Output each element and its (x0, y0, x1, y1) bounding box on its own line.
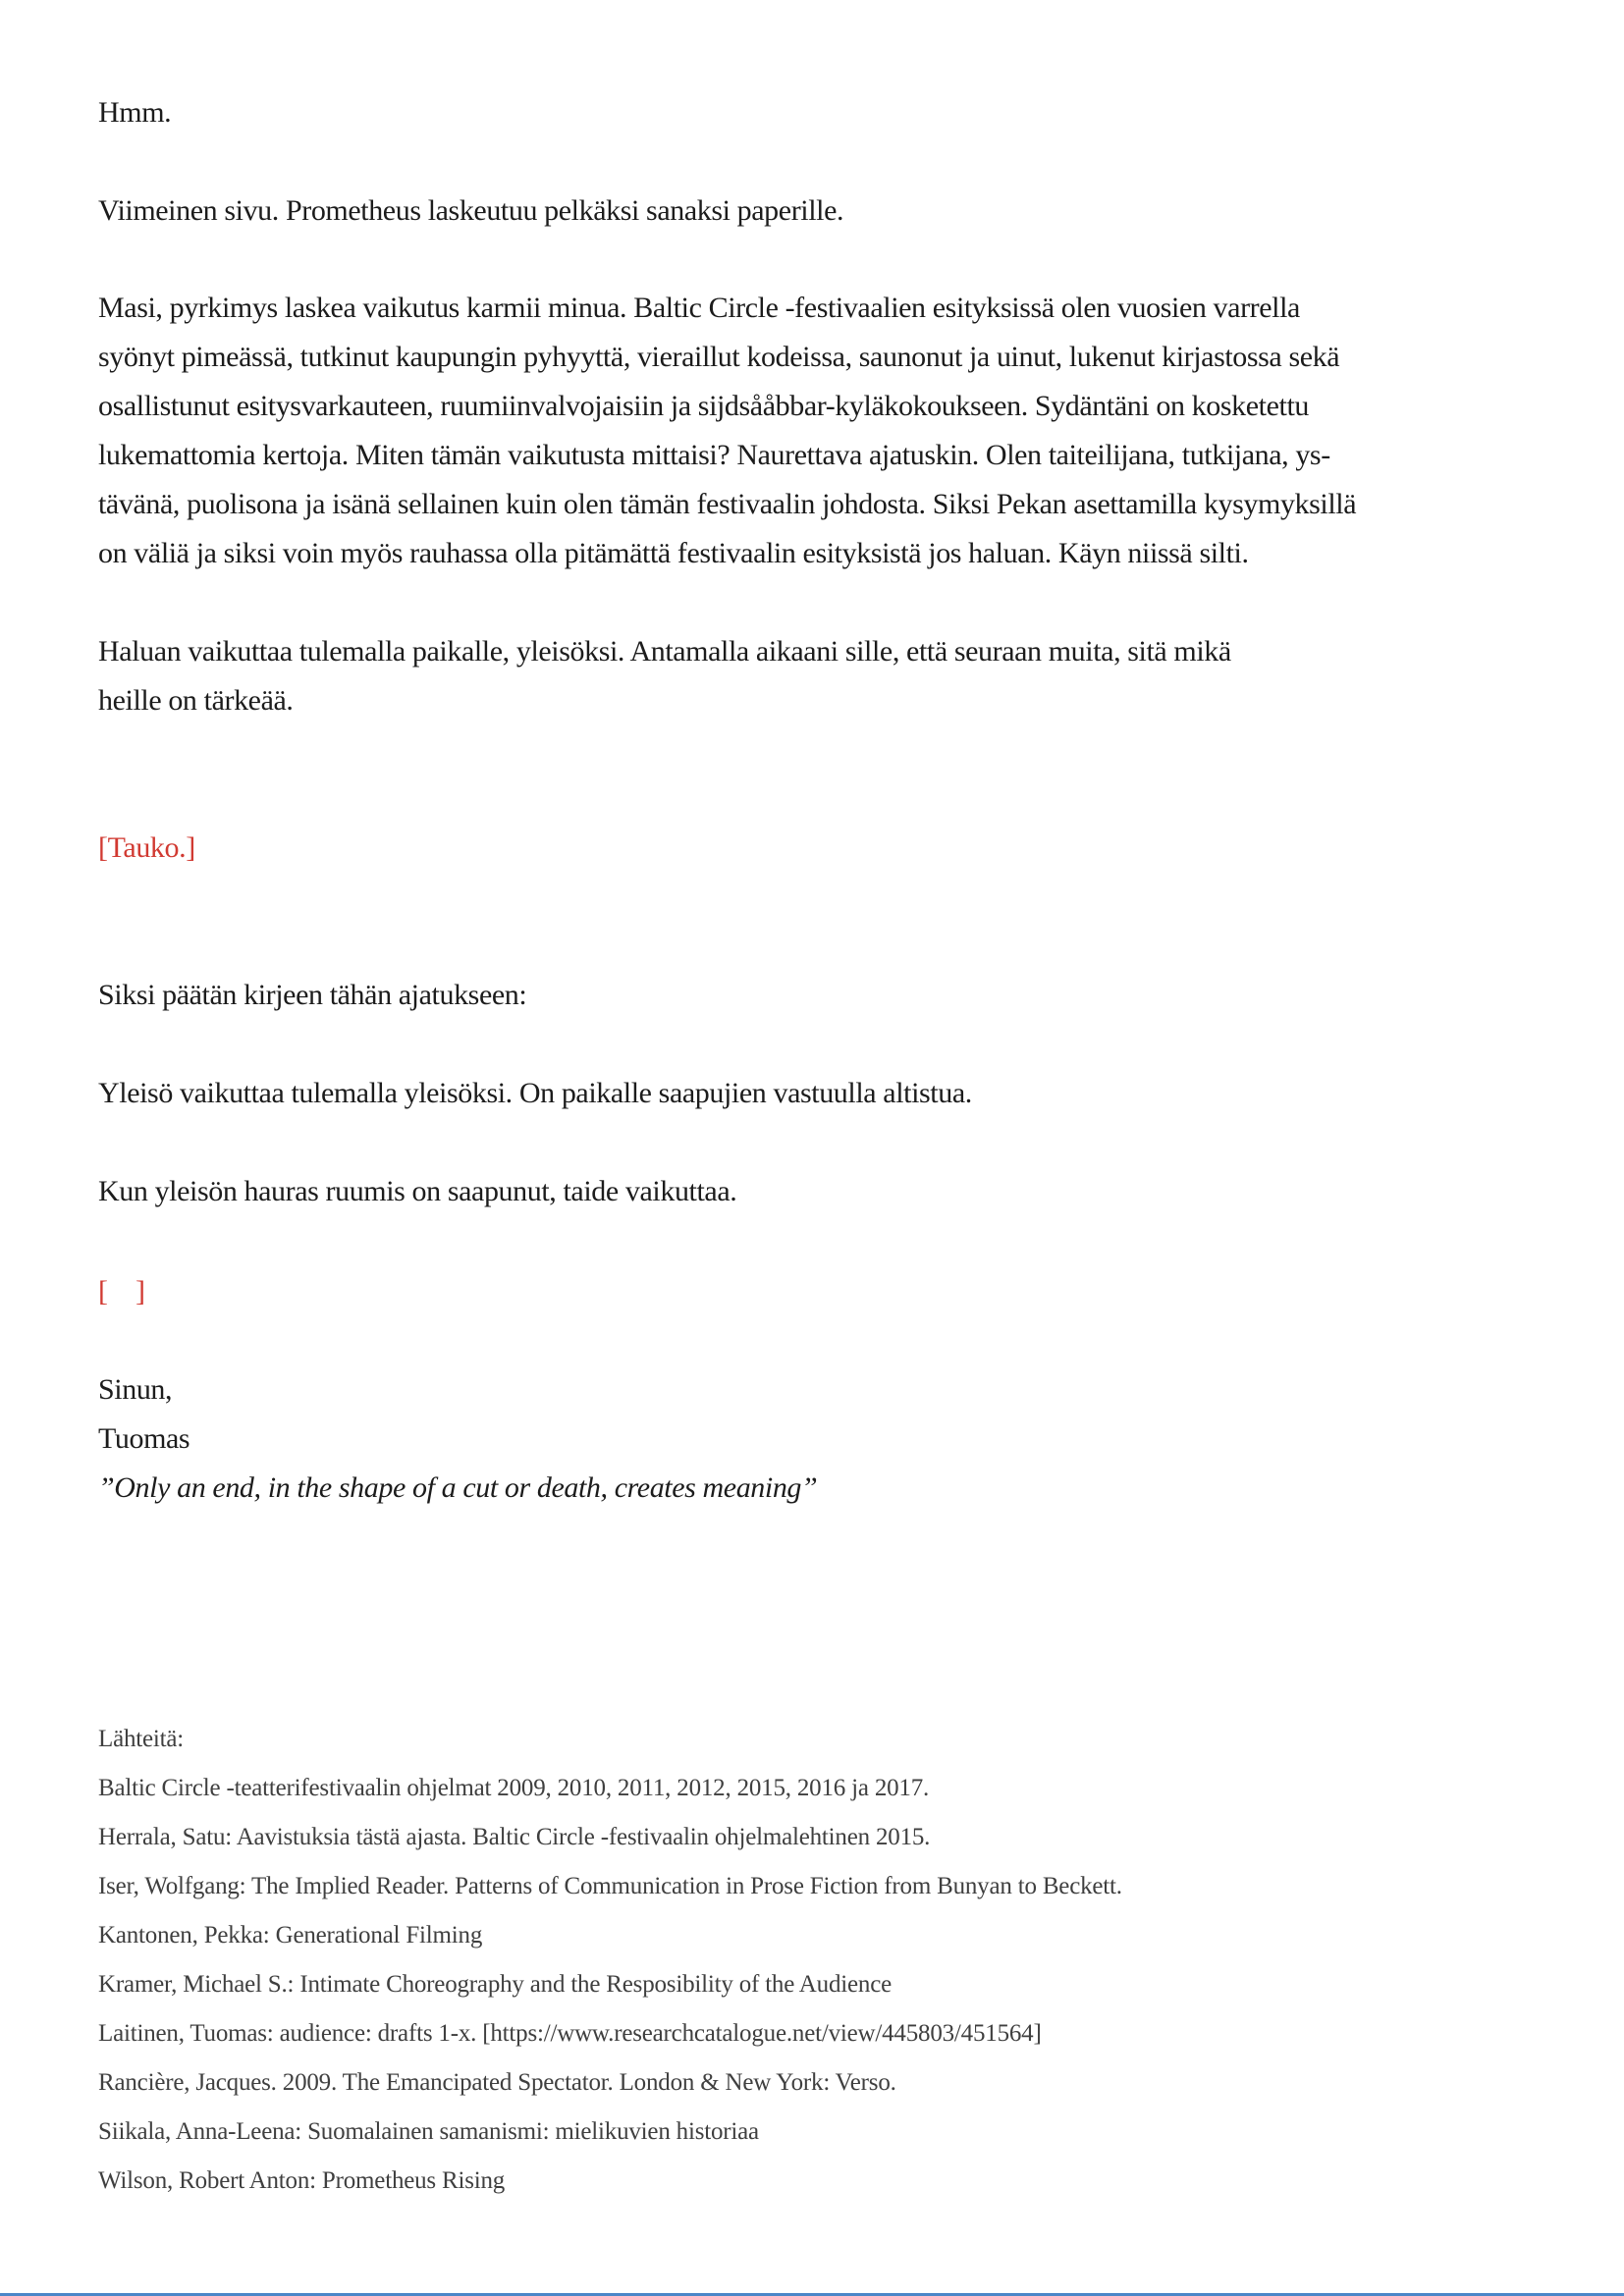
text-line: Sinun, (98, 1373, 173, 1406)
text-line: osallistunut esitysvarkauteen, ruumiinvalvojaisiin ja sijdsååbbar-kyläkokoukseen. Sydäntäni on kosketettu (98, 390, 1309, 422)
line-viimeinen (98, 187, 843, 236)
text-line: heille on tärkeää. (98, 684, 294, 717)
text-line: ”Only an end, in the shape of a cut or death, creates meaning” (98, 1471, 818, 1504)
text-line: Lähteitä: (98, 1726, 185, 1752)
references-list (98, 1715, 1122, 2206)
text-line: Kantonen, Pekka: Generational Filming (98, 1922, 483, 1949)
text-line: on väliä ja siksi voin myös rauhassa olla pitämättä festivaalin esityksistä jos haluan. Käyn niissä silti. (98, 537, 1249, 569)
text-line: Siksi päätän kirjeen tähän ajatukseen: (98, 979, 527, 1011)
line-kun (98, 1167, 736, 1216)
salutation (98, 88, 171, 137)
text-line: Hmm. (98, 96, 172, 129)
text-line: Kun yleisön hauras ruumis on saapunut, taide vaikuttaa. (98, 1175, 737, 1207)
text-line: Masi, pyrkimys laskea vaikutus karmii minua. Baltic Circle -festivaalien esityksissä olen vuosien varrella (98, 292, 1300, 324)
stage-direction-brackets (98, 1267, 145, 1316)
stage-direction-tauko (98, 824, 195, 873)
text-line: Baltic Circle -teatterifestivaalin ohjelmat 2009, 2010, 2011, 2012, 2015, 2016 ja 2017. (98, 1775, 930, 1801)
text-line: [ ] (98, 1275, 145, 1308)
line-yleiso (98, 1069, 972, 1118)
paragraph-haluan (98, 627, 1231, 725)
text-line: Iser, Wolfgang: The Implied Reader. Patterns of Communication in Prose Fiction from Bunyan to Beckett. (98, 1873, 1122, 1899)
text-line: Tuomas (98, 1422, 190, 1455)
text-line: Kramer, Michael S.: Intimate Choreography and the Resposibility of the Audience (98, 1971, 892, 1998)
text-line: Viimeinen sivu. Prometheus laskeutuu pelkäksi sanaksi paperille. (98, 194, 844, 227)
text-line: lukemattomia kertoja. Miten tämän vaikutusta mittaisi? Naurettava ajatuskin. Olen taiteilijana, tutkijana, ys- (98, 439, 1330, 471)
text-line: Siikala, Anna-Leena: Suomalainen samanismi: mielikuvien historiaa (98, 2118, 759, 2145)
text-line: Herrala, Satu: Aavistuksia tästä ajasta. Baltic Circle -festivaalin ohjelmalehtinen 2015. (98, 1824, 931, 1850)
text-line: [Tauko.] (98, 831, 195, 864)
text-line: Haluan vaikuttaa tulemalla paikalle, yleisöksi. Antamalla aikaani sille, että seuraan muita, sitä mikä (98, 635, 1231, 667)
text-line: Laitinen, Tuomas: audience: drafts 1-x. [https://www.researchcatalogue.net/view/445803/451564] (98, 2020, 1042, 2047)
paragraph-masi (98, 284, 1356, 578)
text-line: tävänä, puolisona ja isänä sellainen kuin olen tämän festivaalin johdosta. Siksi Pekan asettamilla kysymyksillä (98, 488, 1357, 520)
text-line: syönyt pimeässä, tutkinut kaupungin pyhyyttä, vieraillut kodeissa, saunonut ja uinut, lukenut kirjastossa sekä (98, 341, 1340, 373)
line-siksi (98, 971, 526, 1020)
closing-signature (98, 1365, 189, 1464)
text-line: Wilson, Robert Anton: Prometheus Rising (98, 2167, 506, 2194)
signature-quote (98, 1464, 817, 1513)
text-line: Yleisö vaikuttaa tulemalla yleisöksi. On paikalle saapujien vastuulla altistua. (98, 1077, 972, 1109)
text-line: Rancière, Jacques. 2009. The Emancipated Spectator. London & New York: Verso. (98, 2069, 896, 2096)
